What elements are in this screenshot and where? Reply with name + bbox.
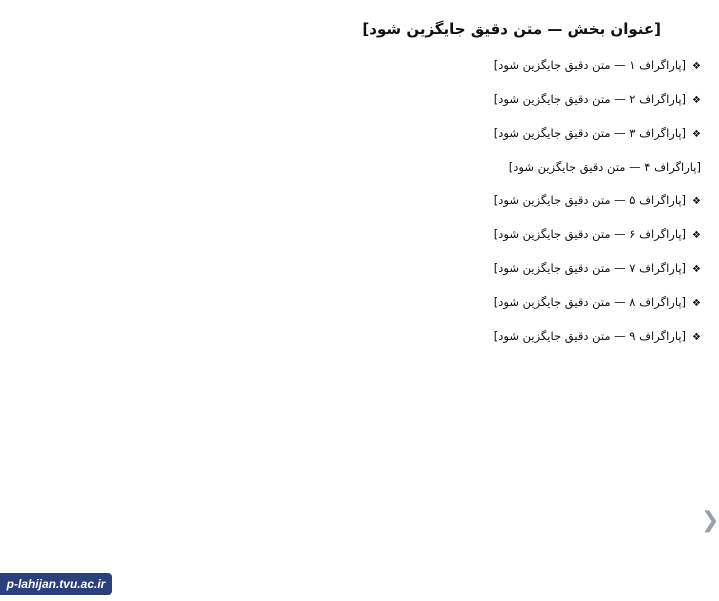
paragraph-text: [پاراگراف ۶ — متن دقیق جایگزین شود]: [493, 227, 687, 241]
paragraph: [8, 325, 701, 349]
bullet-icon: ❖: [692, 61, 701, 72]
paragraph-text: [پاراگراف ۸ — متن دقیق جایگزین شود]: [493, 295, 687, 309]
paragraph-text: [پاراگراف ۳ — متن دقیق جایگزین شود]: [493, 126, 687, 140]
bullet-icon: ❖: [692, 230, 701, 241]
bullet-icon: ❖: [692, 264, 701, 275]
bullet-icon: ❖: [692, 332, 701, 343]
paragraph: [8, 291, 701, 315]
paragraph-list: [8, 54, 701, 349]
document-body: [8, 18, 701, 601]
paragraph-text: [پاراگراف ۴ — متن دقیق جایگزین شود]: [508, 160, 701, 174]
paragraph-text: [پاراگراف ۵ — متن دقیق جایگزین شود]: [493, 193, 687, 207]
paragraph: [8, 257, 701, 281]
paragraph-text: [پاراگراف ۹ — متن دقیق جایگزین شود]: [493, 329, 687, 343]
paragraph-text: [پاراگراف ۲ — متن دقیق جایگزین شود]: [493, 92, 687, 106]
bullet-icon: ❖: [692, 298, 701, 309]
paragraph: [8, 156, 701, 179]
site-watermark: p-lahijan.tvu.ac.ir: [0, 573, 112, 595]
bullet-icon: ❖: [692, 95, 701, 106]
paragraph: [8, 122, 701, 146]
paragraph: [8, 88, 701, 112]
paragraph-text: [پاراگراف ۱ — متن دقیق جایگزین شود]: [493, 58, 687, 72]
paragraph-text: [پاراگراف ۷ — متن دقیق جایگزین شود]: [493, 261, 687, 275]
paragraph: [8, 223, 701, 247]
section-title: [عنوان بخش — متن دقیق جایگزین شود]: [362, 20, 661, 38]
bracket-icon: ❯: [701, 508, 719, 533]
bullet-icon: ❖: [692, 196, 701, 207]
bullet-icon: ❖: [692, 129, 701, 140]
paragraph: [8, 54, 701, 78]
paragraph: [8, 189, 701, 213]
